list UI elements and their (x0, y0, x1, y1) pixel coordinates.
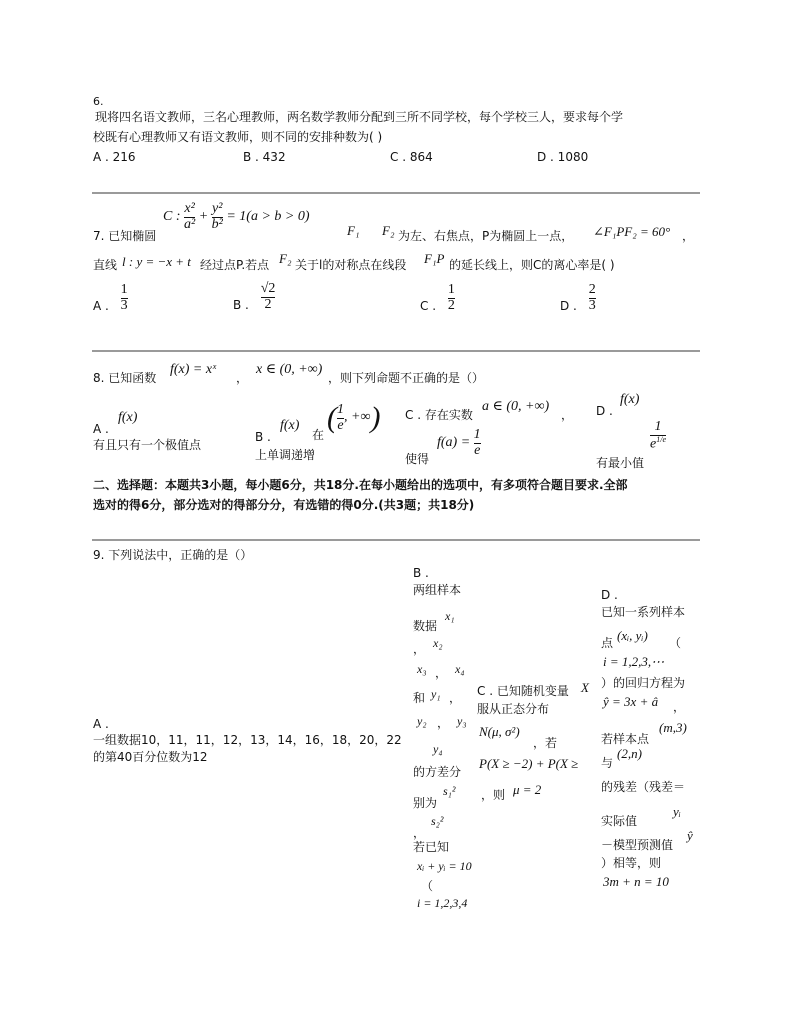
q6-number: 6. (93, 95, 104, 108)
q8-d-value: $\frac{1}{e^{1/e}}$ (650, 419, 666, 452)
q7-middle-text: 经过点P.若点 (200, 258, 270, 272)
q9-option-a[interactable]: A . 一组数据10，11，11，12，13，14，16，18，20，22 的第40百分位数为12 (93, 717, 402, 764)
divider-2 (92, 350, 700, 352)
q7-reflect-text: 关于l的对称点在线段 (295, 258, 407, 272)
q6-stem-line2: 校既有心理教师又有语文教师，则不同的安排种数为( ) (93, 130, 383, 144)
q9-option-d[interactable]: D . 已知一系列样本 点 (xᵢ, yᵢ) （ i = 1,2,3,⋯ ）的回归方程为 ŷ = 3x + â ， 若样本点 (m,3) 与 (2,n) 的残差（残差＝ 实际值 yᵢ －模型预测值 ŷ ）相等，则 3m + n = 10 (601, 588, 693, 889)
q8-function: f(x) = xˣ (170, 362, 217, 377)
q7-prefix: 7. 已知椭圆 (93, 229, 157, 243)
q7-option-a[interactable]: A . $\frac{1}{3}$ (93, 282, 128, 313)
section2-line2: 选对的得6分，部分选对的得部分分，有选错的得0分.(共3题；共18分) (93, 498, 475, 512)
q6-option-a[interactable]: A . 216 (93, 150, 136, 164)
q7-line-prefix: 直线 (93, 258, 118, 272)
q7-angle: ∠F₁PF₂ = 60° (593, 224, 671, 239)
q7-foci-text: 为左、右焦点，P为椭圆上一点， (398, 229, 574, 243)
q6-option-c[interactable]: C . 864 (390, 150, 433, 164)
q9-option-c[interactable]: C . 已知随机变量 X 服从正态分布 N(μ, σ²) ，若 P(X ≥ −2) + P(X ≥ ，则 μ = 2 (477, 680, 589, 802)
q8-prefix: 8. 已知函数 (93, 371, 157, 385)
q8-domain: x ∈ (0, +∞) (256, 362, 323, 377)
q6-stem-line1: 现将四名语文教师，三名心理教师，两名数学教师分配到三所不同学校，每个学校三人，要求每个学 (95, 110, 624, 124)
q7-ellipse-equation: C : $\frac{\text{x²}}{\text{a²}}$ + $\frac{\text{y²}}{\text{b²}}$ = 1(a > b > 0) (163, 201, 310, 232)
q8-b-interval: ( $\frac{1}{e}$ , +∞) (327, 401, 381, 434)
q7-comma: ， (682, 229, 695, 243)
q8-c-equation: f(a) = $\frac{1}{e}$ (437, 427, 481, 458)
q9-stem: 9. 下列说法中，正确的是（） (93, 548, 253, 562)
q7-option-c[interactable]: C . $\frac{1}{2}$ (420, 282, 455, 313)
q7-option-d[interactable]: D . $\frac{2}{3}$ (560, 282, 596, 313)
q7-focus-f2: F₂ (382, 223, 395, 238)
q8-tail: ，则下列命题不正确的是（） (328, 371, 485, 385)
section2-line1: 二、选择题：本题共3小题，每小题6分，共18分.在每小题给出的选项中，有多项符合题目要求.全部 (93, 478, 628, 492)
divider-1 (92, 192, 700, 194)
q7-point-f2: F₂ (279, 251, 292, 266)
divider-3 (92, 539, 700, 541)
q7-line-equation: l : y = −x + t (122, 254, 191, 269)
q6-option-b[interactable]: B . 432 (243, 150, 286, 164)
q9-option-b[interactable]: B . 两组样本 数据 x₁ ， x₂ x₃ ， x₄ 和 y₁ ， y₂ ， y₃ y₄ 的方差分 别为 s₁² ， s₂² 若已知 xᵢ + yᵢ = 10 （ i = 1,2,3,4 (413, 566, 472, 910)
q6-option-d[interactable]: D . 1080 (537, 150, 589, 164)
q7-focus-f1: F₁ (347, 223, 360, 238)
q8-comma: ， (236, 371, 249, 385)
q7-tail-text: 的延长线上，则C的离心率是( ) (449, 258, 615, 272)
q7-segment: F₁P (424, 251, 445, 266)
q7-option-b[interactable]: B . $\frac{√2}{2}$ (233, 281, 276, 312)
